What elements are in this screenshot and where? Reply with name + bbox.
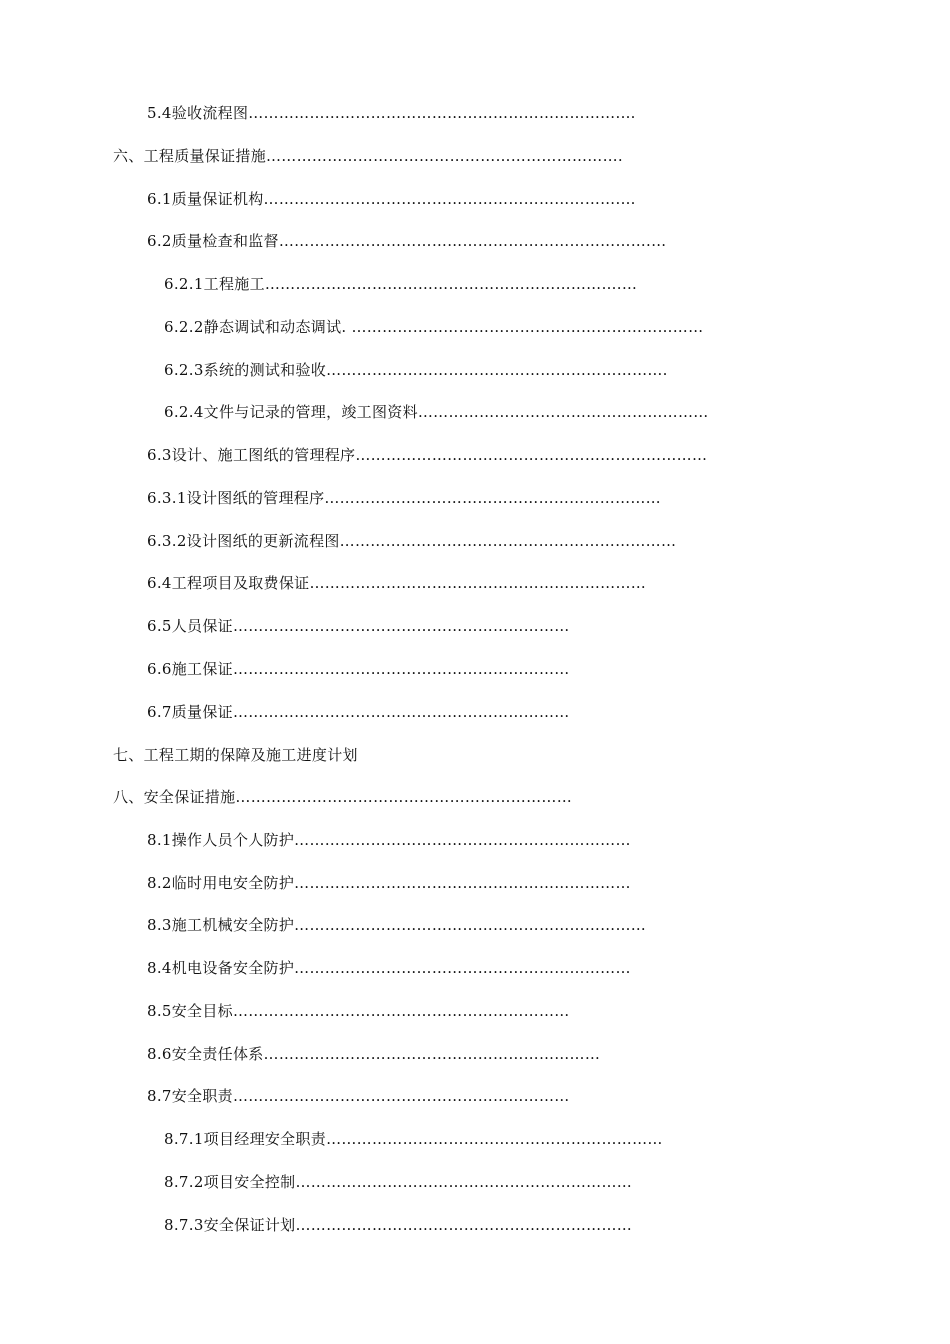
toc-entry: 8.5安全目标………………………………………………………… (147, 1002, 570, 1020)
toc-entry: 8.7.2项目安全控制………………………………………………………… (164, 1173, 633, 1191)
toc-entry: 8.2临时用电安全防护………………………………………………………… (147, 874, 631, 892)
toc-entry: 8.1操作人员个人防护………………………………………………………… (147, 831, 631, 849)
toc-entry: 六、工程质量保证措施……………………………………………………………. (113, 147, 623, 165)
toc-entry: 8.7.1项目经理安全职责………………………………………………………… (164, 1130, 663, 1148)
toc-entry: 8.7安全职责………………………………………………………… (147, 1087, 570, 1105)
toc-entry: 8.4机电设备安全防护………………………………………………………… (147, 959, 631, 977)
toc-entry: 8.3施工机械安全防护…………………………………………………………… (147, 916, 647, 934)
toc-entry: 8.7.3安全保证计划………………………………………………………… (164, 1216, 633, 1234)
toc-entry: 6.2.3系统的测试和验收…………………………………………………………. (164, 361, 668, 379)
toc-entry: 八、安全保证措施………………………………………………………… (113, 788, 573, 806)
toc-entry: 6.3.1设计图纸的管理程序………………………………………………………… (147, 489, 661, 507)
toc-entry: 8.6安全责任体系………………………………………………………… (147, 1045, 601, 1063)
toc-entry: 6.6施工保证………………………………………………………… (147, 660, 570, 678)
toc-entry: 七、工程工期的保障及施工进度计划 (113, 746, 358, 764)
toc-entry: 6.1质量保证机构…………………………………………………………….… (147, 190, 636, 208)
toc-entry: 6.3设计、施工图纸的管理程序…………………………………………………………… (147, 446, 708, 464)
toc-entry: 6.2.2静态调试和动态调试. …………………………………………………………… (164, 318, 704, 336)
toc-entry: 6.2质量检查和监督……………………………………………………………….… (147, 232, 667, 250)
toc-entry: 6.3.2设计图纸的更新流程图………………………………………………………… (147, 532, 677, 550)
toc-entry: 6.4工程项目及取费保证………………………………………………………… (147, 574, 647, 592)
toc-entry: 6.2.4文件与记录的管理，竣工图资料………………………………………………… (164, 403, 709, 421)
toc-entry: 6.7质量保证………………………………………………………… (147, 703, 570, 721)
toc-entry: 5.4验收流程图……………………………………………………………….… (147, 104, 636, 122)
toc-entry: 6.5人员保证………………………………………………………… (147, 617, 570, 635)
toc-entry: 6.2.1工程施工…………………………………………………………….… (164, 275, 638, 293)
